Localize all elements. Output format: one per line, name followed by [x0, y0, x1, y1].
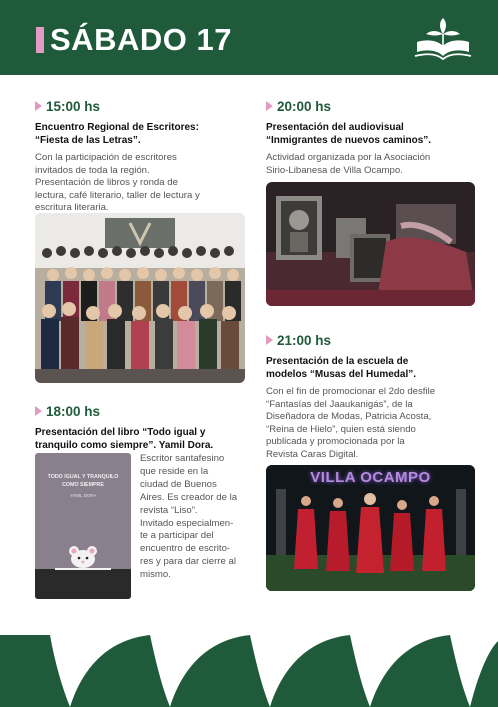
desc-line: Sirio-Libanesa de Villa Ocampo.: [266, 164, 403, 176]
event-description: [266, 152, 476, 177]
event-18: [35, 402, 250, 452]
footer-scallop-band: [0, 635, 498, 707]
desc-line: Invitado especialmen-: [140, 517, 234, 529]
book-title: [35, 473, 131, 489]
group-photo-writers: [35, 213, 245, 383]
models-photo: [266, 465, 475, 591]
group-photo-illustration: [35, 213, 245, 383]
book-cover: [35, 453, 131, 599]
villa-ocampo-sign: VILLA OCAMPO: [310, 469, 431, 486]
event-title: [266, 121, 476, 147]
event-time-row: [266, 331, 475, 349]
book-author: YAMIL DORA: [69, 493, 97, 498]
desc-line: revista “Liso”.: [140, 504, 198, 516]
event-description: [35, 152, 247, 215]
event-title-line: Encuentro Regional de Escritores:: [35, 122, 199, 133]
event-time-row: [35, 97, 247, 115]
event-title-line: modelos “Musas del Humedal”.: [266, 369, 417, 380]
desc-line: lectura, café literario, taller de lectura y: [35, 189, 200, 201]
event-time: 15:00 hs: [46, 98, 101, 114]
event-time: 18:00 hs: [46, 403, 101, 419]
desc-line: Actividad organizada por la Asociación: [266, 152, 431, 163]
event-18-description: [140, 453, 250, 582]
desc-line: “Fantasías del Jaaukanigás”, de la: [266, 398, 413, 410]
page-title: SÁBADO 17: [50, 22, 232, 57]
desc-line: “Reina de Hielo”, quien está siendo: [266, 423, 416, 435]
pink-triangle-icon: [35, 101, 42, 111]
desc-line: encuentro de escrito-: [140, 543, 231, 555]
event-title-line: Presentación del audiovisual: [266, 122, 404, 133]
event-title-line: “Fiesta de las Letras”.: [35, 135, 141, 146]
pink-triangle-icon: [266, 335, 273, 345]
desc-line: invitados de toda la región.: [35, 164, 150, 176]
desc-line: mismo.: [140, 569, 171, 581]
desc-line: Escritor santafesino: [140, 453, 225, 464]
event-time-row: [266, 97, 476, 115]
event-15: [35, 97, 247, 215]
event-title: [35, 121, 247, 147]
header-banner: [0, 0, 498, 75]
desc-line: Revista Caras Digital.: [266, 448, 359, 460]
book-title-line: COMO SIEMPRE: [62, 482, 104, 488]
event-title: [35, 426, 250, 452]
event-time: 21:00 hs: [277, 332, 332, 348]
open-book-plant-logo-icon: [411, 12, 475, 64]
desc-line: publicada y promocionada por la: [266, 436, 405, 448]
desc-line: escritura literaria.: [35, 202, 109, 214]
desc-line: Con el fin de promocionar el 2do desfile: [266, 386, 436, 397]
event-time-row: [35, 402, 250, 420]
event-title-line: Presentación de la escuela de: [266, 356, 409, 367]
header-accent-bar: [36, 27, 44, 53]
event-title-line: tranquilo como siempre”. Yamil Dora.: [35, 440, 214, 451]
event-21: [266, 331, 475, 462]
pink-triangle-icon: [266, 101, 273, 111]
event-20: [266, 97, 476, 177]
vintage-photos-display: [266, 182, 475, 306]
event-title-line: Presentación del libro “Todo igual y: [35, 427, 206, 438]
book-title-line: TODO IGUAL Y TRANQUILO: [47, 474, 119, 480]
desc-line: res y para dar cierre al: [140, 556, 236, 568]
desc-line: te a participar del: [140, 530, 214, 542]
event-title-line: “Inmigrantes de nuevos caminos”.: [266, 135, 432, 146]
desc-line: Diseñadora de Modas, Patricia Acosta,: [266, 411, 432, 423]
event-description: [140, 453, 250, 582]
desc-line: Aires. Es creador de la: [140, 491, 238, 503]
desc-line: ciudad de Buenos: [140, 478, 217, 490]
pink-triangle-icon: [35, 406, 42, 416]
vintage-photos-illustration: [266, 182, 475, 306]
desc-line: Con la participación de escritores: [35, 152, 177, 163]
event-time: 20:00 hs: [277, 98, 332, 114]
book-mouse-illustration: [35, 541, 131, 599]
event-title: [266, 355, 475, 381]
desc-line: que reside en la: [140, 465, 209, 477]
desc-line: Presentación de libros y ronda de: [35, 177, 178, 189]
event-description: [266, 386, 475, 462]
